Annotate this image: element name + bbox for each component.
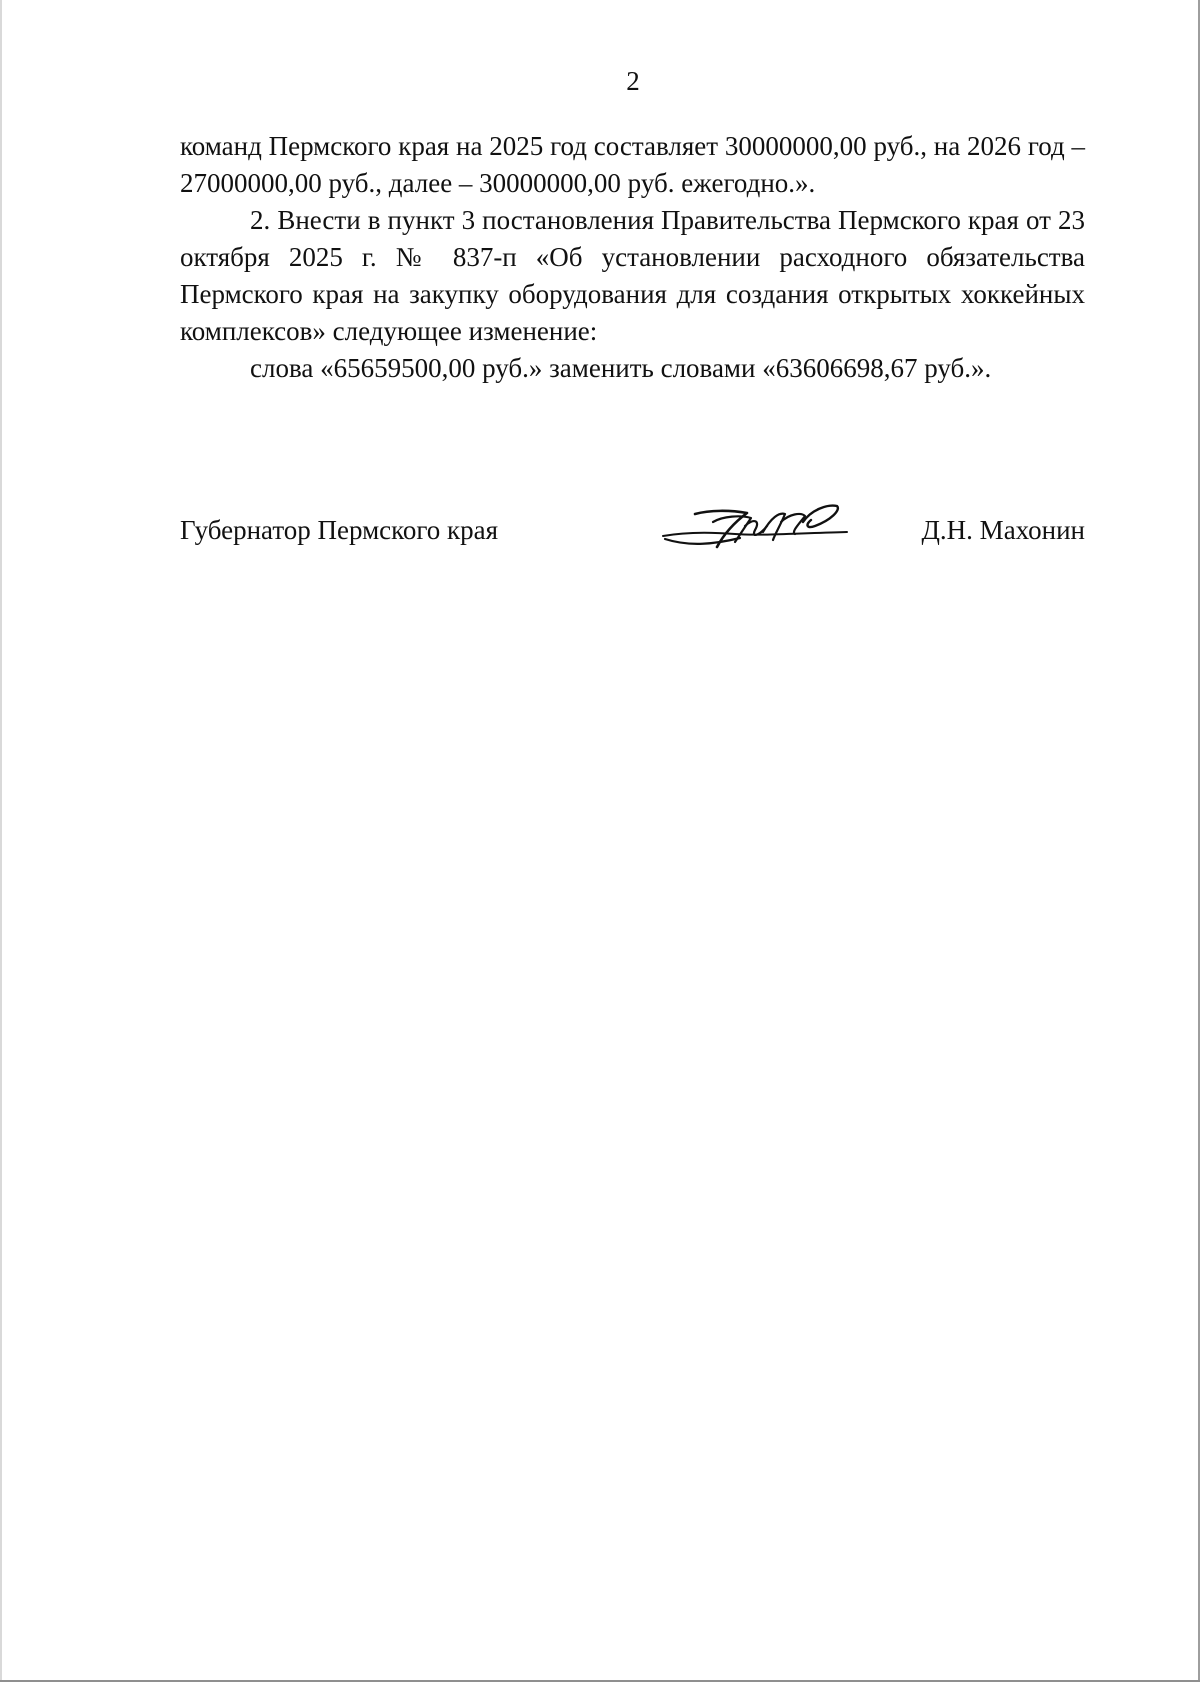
paragraph-continuation: команд Пермского края на 2025 год составляет 30000000,00 руб., на 2026 год – 27000000,00 руб., далее – 30000000,00 руб. ежегодно.». [180, 131, 1085, 198]
page-number: 2 [626, 66, 640, 96]
handwritten-signature-icon [655, 492, 855, 562]
signature-block [180, 512, 1085, 562]
paragraph-amendment: слова «65659500,00 руб.» заменить словами «63606698,67 руб.». [250, 353, 992, 383]
paragraph-item-2: 2. Внести в пункт 3 постановления Правительства Пермского края от 23 октября 2025 г. № 837-п «Об установлении расходного обязательства Пермского края на закупку оборудования для создания открытых хоккейных комплексов» следующее изменение: [180, 205, 1085, 346]
page-edge-left [0, 0, 2, 1682]
document-body [180, 128, 1085, 387]
signatory-position: Губернатор Пермского края [180, 515, 499, 545]
signatory-name: Д.Н. Махонин [921, 515, 1085, 545]
